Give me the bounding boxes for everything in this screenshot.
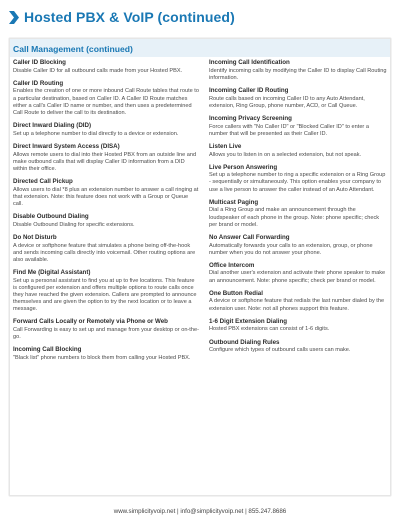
feature-description: Configure which types of outbound calls users can make. [209, 347, 351, 354]
feature-item [209, 339, 387, 355]
feature-title: Caller ID Routing [13, 79, 64, 87]
feature-description: Disable Outbound Dialing for specific extensions. [13, 221, 135, 228]
feature-description: A device or softphone feature that redials the last number dialed by the extension user. Note: not all phones support this feature. [209, 298, 385, 312]
feature-description: Set up a telephone number to ring a specific extension or a Ring Group - sequentially or simultaneously. This option enables your company to use a live person to answer the caller instead of an Auto Attendant. [209, 172, 386, 193]
feature-item [13, 122, 199, 138]
feature-item [209, 290, 387, 313]
feature-title: Forward Calls Locally or Remotely via Phone or Web [13, 318, 168, 326]
feature-description: "Black list" phone numbers to block them from calling your Hosted PBX. [13, 354, 191, 361]
feature-title: Live Person Answering [209, 163, 278, 171]
feature-item [13, 80, 199, 117]
feature-title: Outbound Dialing Rules [209, 338, 280, 346]
feature-item [13, 59, 199, 75]
feature-item [209, 318, 387, 334]
feature-item [13, 318, 199, 341]
feature-title: Disable Outbound Dialing [13, 213, 89, 221]
feature-item [13, 234, 199, 264]
feature-item [13, 213, 199, 229]
feature-title: Listen Live [209, 142, 242, 150]
feature-title: No Answer Call Forwarding [209, 233, 290, 241]
page-header [0, 0, 400, 34]
feature-description: Allows remote users to dial into their Hosted PBX from an outside line and make outbound calls that will display Caller ID information from a DID within their office. [13, 151, 197, 172]
footer-contact: www.simplicityvoip.net | info@simplicityvoip.net | 855.247.8686 [113, 508, 287, 515]
feature-description: Dial a Ring Group and make an announcement through the loudspeaker of each phone in the group. Note: phone specific; check per brand or model. [209, 207, 380, 228]
feature-description: Set up a personal assistant to find you at up to five locations. This feature is configured per extension and offers multiple options to route calls once they have reached the given extension. Callers are prompted to announce themselves and are given the option to try the next location or to leave a message. [13, 277, 197, 312]
feature-title: Find Me (Digital Assistant) [13, 268, 91, 276]
section-title: Call Management (continued) [13, 44, 133, 54]
feature-title: Office Intercom [209, 261, 255, 269]
feature-description: Allows you to listen in on a selected extension, but not speak. [209, 151, 362, 158]
feature-item [13, 178, 199, 208]
feature-description: Route calls based on incoming Caller ID to any Auto Attendant, extension, Ring Group, phone number, ACD, or Call Queue. [209, 95, 365, 109]
feature-description: Set up a telephone number to dial directly to a device or extension. [13, 130, 179, 137]
page-title: Hosted PBX & VoIP (continued) [24, 9, 235, 25]
feature-title: Incoming Call Blocking [13, 346, 82, 354]
feature-item [209, 164, 387, 194]
feature-title: Direct Inward System Access (DISA) [13, 142, 120, 150]
feature-title: Incoming Caller ID Routing [209, 86, 289, 94]
feature-description: Call Forwarding is easy to set up and manage from your desktop or on-the-go. [13, 326, 199, 340]
feature-description: Identify incoming calls by modifying the Caller ID to display Call Routing information. [209, 67, 387, 81]
feature-item [13, 143, 199, 173]
content-panel [9, 38, 391, 496]
feature-description: Disable Caller ID for all outbound calls made from your Hosted PBX. [13, 67, 183, 74]
feature-title: Incoming Privacy Screening [209, 114, 292, 122]
feature-item [13, 269, 199, 313]
feature-description: Force callers with "No Caller ID" or "Blocked Caller ID" to enter a number that will be presented as their Caller ID. [209, 123, 369, 137]
feature-title: 1-6 Digit Extension Dialing [209, 317, 288, 325]
feature-title: Multicast Paging [209, 198, 259, 206]
feature-title: Directed Call Pickup [13, 177, 73, 185]
feature-item [209, 199, 387, 229]
feature-title: One Button Redial [209, 289, 263, 297]
feature-item [209, 59, 387, 82]
feature-item [209, 262, 387, 285]
feature-title: Do Not Disturb [13, 233, 57, 241]
chevron-right-icon [8, 11, 19, 24]
feature-item [209, 143, 387, 159]
feature-item [209, 115, 387, 138]
feature-description: A device or softphone feature that simulates a phone being off-the-hook and sends incoming calls directly into voicemail. Other routing options are also available. [13, 242, 196, 263]
feature-item [13, 346, 199, 362]
feature-item [209, 234, 387, 257]
feature-item [209, 87, 387, 110]
feature-description: Hosted PBX extensions can consist of 1-6 digits. [209, 326, 330, 333]
feature-title: Direct Inward Dialing (DID) [13, 122, 92, 130]
feature-description: Dial another user's extension and activate their phone speaker to make an announcement. Note: phone specific; check per brand or model. [209, 270, 386, 284]
feature-description: Enables the creation of one or more inbound Call Route tables that route to a particular destination, based on Caller ID. A Caller ID Route matches either a call's Caller ID name or number, and then uses a predetermined Call Route to deliver the call to its destination. [13, 88, 199, 116]
feature-title: Caller ID Blocking [13, 59, 66, 66]
feature-description: Allows users to dial *8 plus an extension number to answer a call ringing at that extension. Note: this feature does not work with a Group or Queue call. [13, 186, 199, 207]
feature-description: Automatically forwards your calls to an extension, group, or phone number when you do not answer your phone. [209, 242, 373, 256]
feature-title: Incoming Call Identification [209, 59, 290, 66]
left-column [13, 59, 199, 367]
right-column [209, 59, 387, 360]
